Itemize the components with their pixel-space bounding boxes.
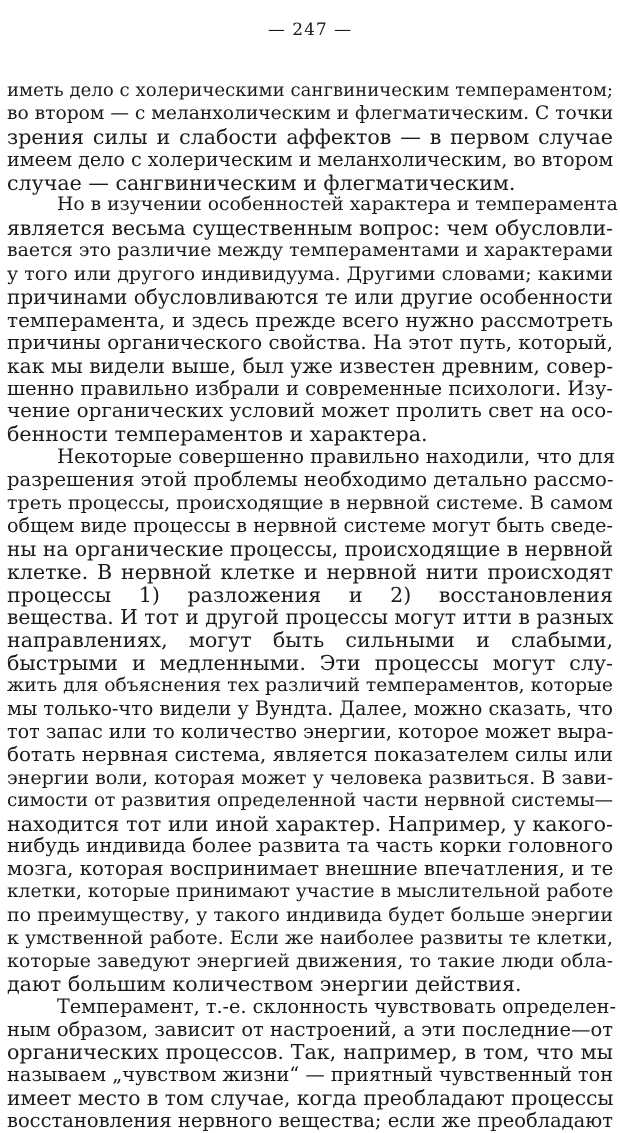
text-line: имеем дело с холерическим и меланхолическим, во втором bbox=[7, 147, 614, 171]
text-line: ботать нервная система, является показателем силы или bbox=[7, 742, 614, 766]
text-line: причины органического свойства. На этот путь, который, bbox=[7, 330, 613, 354]
text-line: Темперамент, т.-е. склонность чувствовать определен- bbox=[57, 994, 616, 1018]
text-line: органических процессов. Так, например, в том, что мы bbox=[7, 1040, 613, 1065]
text-line: процессы 1) разложения и 2) восстановления bbox=[7, 582, 613, 607]
text-line: треть процессы, происходящие в нервной системе. В самом bbox=[7, 492, 613, 515]
text-line: общем виде процессы в нервной системе могут быть сведе- bbox=[7, 513, 613, 537]
text-line: мы только-что видели у Вундта. Далее, можно сказать, что bbox=[7, 697, 613, 721]
text-line: ным образом, зависит от настроений, а эти последние—от bbox=[7, 1017, 613, 1041]
text-line: разрешения этой проблемы необходимо детально рассмо- bbox=[7, 468, 614, 492]
text-line: симости от развития определенной части нервной системы— bbox=[7, 789, 614, 811]
text-line: зрения силы и слабости аффектов — в первом случае bbox=[7, 124, 613, 149]
text-line: чение органических условий может пролить свет на осо- bbox=[7, 399, 613, 423]
text-line: жить для объяснения тех различий темпераментов, которые bbox=[7, 675, 613, 697]
text-line: случае — сангвиническим и флегматическим. bbox=[7, 170, 516, 195]
text-line: у того или другого индивидуума. Другими словами; какими bbox=[7, 263, 613, 286]
text-line: как мы видели выше, был уже известен древним, совер- bbox=[7, 353, 614, 378]
text-line: энергии воли, которая может у человека развиться. В зави- bbox=[7, 766, 613, 789]
text-line: клетки, которые принимают участие в мыслительной работе bbox=[7, 881, 614, 903]
text-line: причинами обусловливаются те или другие особенности bbox=[7, 285, 613, 310]
text-line: ны на органические процессы, происходящие в нервной bbox=[7, 536, 613, 561]
text-line: нибудь индивида более развита та часть корки головного bbox=[7, 834, 614, 858]
text-line: быстрыми и медленными. Эти процессы могут слу- bbox=[7, 651, 613, 676]
text-line: которые заведуют энергией движения, то такие люди обла- bbox=[7, 949, 613, 972]
text-line: шенно правильно избрали и современные психологи. Изу- bbox=[7, 376, 613, 400]
text-line: мозга, которая воспринимает внешние впечатления, и те bbox=[7, 857, 614, 881]
text-line: Но в изучении особенностей характера и темперамента bbox=[57, 194, 618, 216]
text-line: бенности темпераментов и характера. bbox=[7, 422, 428, 447]
page-number: — 247 — bbox=[267, 20, 353, 40]
text-line: по преимуществу, у такого индивида будет больше энергии bbox=[7, 904, 613, 927]
text-line: Некоторые совершенно правильно находили, что для bbox=[57, 445, 616, 469]
text-line: является весьма существенным вопрос: чем обусловли- bbox=[7, 216, 613, 241]
text-line: восстановления нервного вещества; если же преобладают bbox=[7, 1109, 613, 1133]
text-line: иметь дело с холерическими сангвиническим темпераментом; bbox=[7, 80, 613, 101]
text-line: тот запас или то количество энергии, которое может выра- bbox=[7, 719, 614, 743]
text-line: во втором — с меланхолическим и флегматическим. С точки bbox=[7, 102, 614, 124]
body-text bbox=[7, 80, 618, 1133]
text-line: вается это различие между темпераментами и характерами bbox=[7, 240, 613, 262]
text-line: к умственной работе. Если же наиболее развиты те клетки, bbox=[7, 926, 613, 949]
text-line: называем „чувством жизни“ — приятный чувственный тон bbox=[7, 1063, 614, 1087]
text-line: вещества. И тот и другой процессы могут итти в разных bbox=[7, 605, 614, 630]
text-line: темперамента, и здесь прежде всего нужно рассмотреть bbox=[7, 307, 613, 332]
text-line: дают большим количеством энергии действия. bbox=[7, 971, 522, 996]
text-line: имеет место в том случае, когда преобладают процессы bbox=[7, 1086, 614, 1111]
text-line: клетке. В нервной клетке и нервной нити происходят bbox=[7, 559, 613, 584]
text-line: направлениях, могут быть сильными и слабыми, bbox=[7, 628, 613, 653]
text-line: находится тот или иной характер. Например, у какого- bbox=[7, 811, 613, 836]
